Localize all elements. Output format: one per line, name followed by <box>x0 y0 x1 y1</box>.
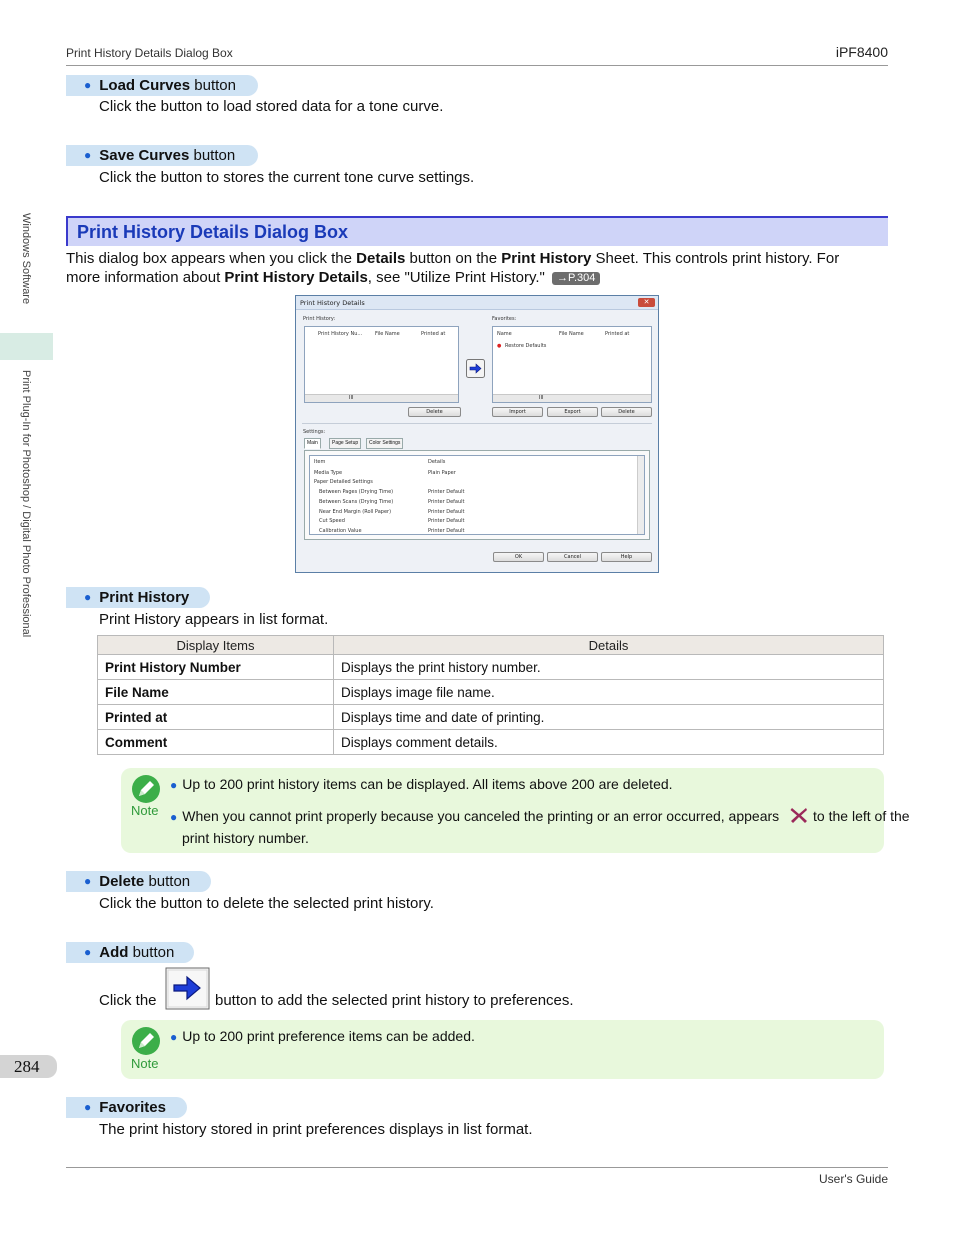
table-cell-detail: Displays time and date of printing. <box>334 705 884 730</box>
dialog-tab-page-setup[interactable]: Page Setup <box>329 438 361 449</box>
settings-row-detail: Printer Default <box>428 499 465 505</box>
dialog-add-button[interactable] <box>466 359 485 378</box>
table-row <box>98 680 884 705</box>
table-row <box>98 730 884 755</box>
settings-row-detail: Printer Default <box>428 509 465 515</box>
add-button-image <box>165 967 210 1010</box>
note-item: ● When you cannot print properly because you canceled the printing or an error occurred, appears to the left of the <box>170 808 910 824</box>
note-box-2 <box>121 1020 884 1079</box>
dialog-fav-delete-button[interactable]: Delete <box>601 407 652 417</box>
table-cell-item: Printed at <box>98 705 334 730</box>
bullet-icon: ● <box>170 1030 178 1044</box>
page-number-tab: 284 <box>0 1055 57 1078</box>
fav-col-file: File Name <box>559 331 584 337</box>
fav-col-name: Name <box>497 331 512 337</box>
table-cell-detail: Displays the print history number. <box>334 655 884 680</box>
bullet-icon: ● <box>84 590 92 604</box>
settings-label: Settings: <box>303 429 326 435</box>
settings-row-detail: Printer Default <box>428 528 465 534</box>
fav-col-printed: Printed at <box>605 331 630 337</box>
add-button-heading: ● Add button <box>66 942 194 963</box>
settings-row-detail: Plain Paper <box>428 470 456 476</box>
table-header-details: Details <box>334 636 884 655</box>
note-item: ● Up to 200 print preference items can be added. <box>170 1028 475 1044</box>
settings-row: Calibration Value <box>319 528 362 534</box>
dialog-delete-button[interactable]: Delete <box>408 407 461 417</box>
settings-row: Paper Detailed Settings <box>314 479 373 485</box>
favorites-desc: The print history stored in print preferences displays in list format. <box>99 1121 533 1138</box>
print-history-list[interactable] <box>304 326 459 403</box>
settings-row: Media Type <box>314 470 343 476</box>
dialog-tab-color-settings[interactable]: Color Settings <box>366 438 403 449</box>
settings-row: Between Scans (Drying Time) <box>319 499 394 505</box>
table-row <box>98 705 884 730</box>
note-pencil-icon <box>131 1026 161 1056</box>
table-cell-item: Print History Number <box>98 655 334 680</box>
load-curves-desc: Click the button to load stored data for a tone curve. <box>99 98 444 115</box>
dialog-ok-button[interactable]: OK <box>493 552 544 562</box>
settings-row: Between Pages (Drying Time) <box>319 489 394 495</box>
history-col-file: File Name <box>375 331 400 337</box>
settings-row-detail: Printer Default <box>428 518 465 524</box>
fav-item-restore-defaults[interactable]: ● Restore Defaults <box>497 343 547 349</box>
load-curves-heading: ● Load Curves button <box>66 75 258 96</box>
header-divider <box>66 65 888 66</box>
print-history-details-dialog <box>295 295 659 573</box>
running-header-model: iPF8400 <box>835 44 888 60</box>
dialog-cancel-button[interactable]: Cancel <box>547 552 598 562</box>
add-desc-b: button to add the selected print history to preferences. <box>215 992 574 1009</box>
footer-divider <box>66 1167 888 1168</box>
print-history-heading: ● Print History <box>66 587 210 608</box>
settings-panel <box>304 450 650 540</box>
footer-guide-name: User's Guide <box>819 1172 888 1186</box>
delete-button-desc: Click the button to delete the selected print history. <box>99 895 434 912</box>
bullet-icon: ● <box>170 810 178 824</box>
side-section-marker <box>0 333 53 360</box>
dialog-tab-main[interactable]: Main <box>304 438 321 449</box>
table-header-items: Display Items <box>98 636 334 655</box>
settings-row-detail: Printer Default <box>428 489 465 495</box>
arrow-right-icon <box>165 967 210 1010</box>
settings-col-details: Details <box>428 459 446 465</box>
print-history-label: Print History: <box>303 316 336 322</box>
fav-h-scrollbar[interactable]: III <box>493 394 651 402</box>
note-box-1 <box>121 768 910 853</box>
note-label: Note <box>131 1056 159 1071</box>
table-cell-detail: Displays comment details. <box>334 730 884 755</box>
display-items-table <box>97 635 884 755</box>
bullet-icon: ● <box>84 874 92 888</box>
favorite-marker-icon: ● <box>497 343 502 349</box>
settings-row: Cut Speed <box>319 518 345 524</box>
intro-line-2: more information about Print History Details, see "Utilize Print History." →P.304 <box>66 268 600 288</box>
error-x-icon <box>789 806 809 824</box>
close-icon[interactable]: ✕ <box>638 298 655 307</box>
note-pencil-icon <box>131 774 161 804</box>
section-heading: Print History Details Dialog Box <box>66 216 888 246</box>
settings-row: Near End Margin (Roll Paper) <box>319 509 392 515</box>
dialog-divider <box>302 423 652 424</box>
table-cell-detail: Displays image file name. <box>334 680 884 705</box>
add-desc-a: Click the <box>99 992 157 1009</box>
settings-v-scrollbar[interactable] <box>637 456 644 534</box>
dialog-help-button[interactable]: Help <box>601 552 652 562</box>
save-curves-heading: ● Save Curves button <box>66 145 258 166</box>
note-item-continued: print history number. <box>182 830 309 846</box>
favorites-label: Favorites: <box>492 316 517 322</box>
bullet-icon: ● <box>84 78 92 92</box>
running-header-title: Print History Details Dialog Box <box>66 46 233 60</box>
intro-line-1: This dialog box appears when you click the Details button on the Print History Sheet. This controls print history. For <box>66 250 840 267</box>
dialog-titlebar: Print History Details ✕ <box>296 296 658 310</box>
save-curves-desc: Click the button to stores the current tone curve settings. <box>99 169 475 186</box>
history-col-number: Print History Nu... <box>318 331 363 337</box>
print-history-desc: Print History appears in list format. <box>99 611 329 628</box>
settings-list[interactable] <box>309 455 645 535</box>
settings-col-item: Item <box>314 459 326 465</box>
favorites-list[interactable] <box>492 326 652 403</box>
bullet-icon: ● <box>170 778 178 792</box>
history-col-printed: Printed at <box>421 331 446 337</box>
table-row <box>98 655 884 680</box>
table-cell-item: File Name <box>98 680 334 705</box>
arrow-right-icon <box>466 359 485 378</box>
history-h-scrollbar[interactable]: III <box>305 394 458 402</box>
table-header-row <box>98 636 884 655</box>
side-label-section2: Print Plug-In for Photoshop / Digital Photo Professional <box>20 370 32 638</box>
side-label-section1: Windows Software <box>20 213 32 305</box>
note-label: Note <box>131 803 159 818</box>
bullet-icon: ● <box>84 148 92 162</box>
favorites-heading: ● Favorites <box>66 1097 187 1118</box>
page-reference-link[interactable]: →P.304 <box>552 272 600 285</box>
bullet-icon: ● <box>84 1100 92 1114</box>
table-cell-item: Comment <box>98 730 334 755</box>
dialog-export-button[interactable]: Export <box>547 407 598 417</box>
delete-button-heading: ● Delete button <box>66 871 211 892</box>
note-item: ● Up to 200 print history items can be displayed. All items above 200 are deleted. <box>170 776 673 792</box>
bullet-icon: ● <box>84 945 92 959</box>
dialog-import-button[interactable]: Import <box>492 407 543 417</box>
